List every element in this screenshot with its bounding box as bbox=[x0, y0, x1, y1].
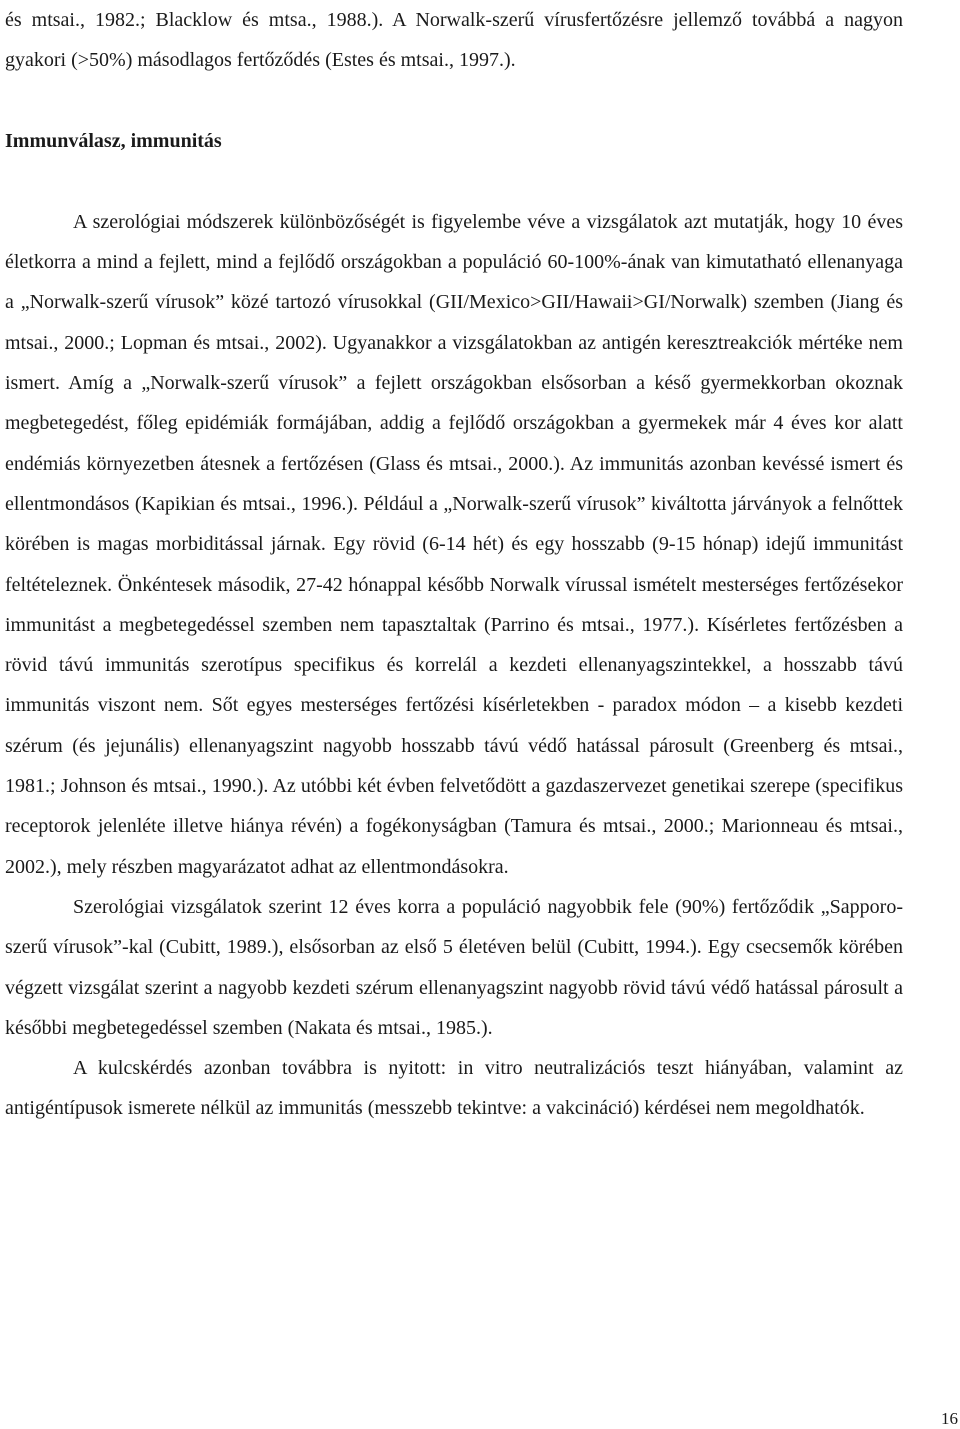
paragraph-1: A szerológiai módszerek különbözőségét is figyelembe véve a vizsgálatok azt mutatják, hogy 10 éves életkorra a mind a fejlett, mind a fejlődő országokban a populáció 60-100%-ának van kimutatható ellenanyaga a „Norwalk-szerű vírusok” közé tartozó vírusokkal (GII/Mexico>GII/Hawaii>GI/Norwalk) szemben (Jiang és mtsai., 2000.; Lopman és mtsai., 2002). Ugyanakkor a vizsgálatokban az antigén keresztreakciók mértéke nem ismert. Amíg a „Norwalk-szerű vírusok” a fejlett országokban elsősorban a késő gyermekkorban okoznak megbetegedést, főleg epidémiák formájában, addig a fejlődő országokban a gyermekek már 4 éves kor alatt endémiás környezetben átesnek a fertőzésen (Glass és mtsai., 2000.). Az immunitás azonban kevéssé ismert és ellentmondásos (Kapikian és mtsai., 1996.). Például a „Norwalk-szerű vírusok” kiváltotta járványok a felnőttek körében is magas morbiditással járnak. Egy rövid (6-14 hét) és egy hosszabb (9-15 hónap) idejű immunitást feltételeznek. Önkéntesek második, 27-42 hónappal később Norwalk vírussal ismételt mesterséges fertőzésekor immunitást a megbetegedéssel szemben nem tapasztaltak (Parrino és mtsai., 1977.). Kísérletes fertőzésben a rövid távú immunitás szerotípus specifikus és korrelál a kezdeti ellenanyagszintekkel, a hosszabb távú immunitás viszont nem. Sőt egyes mesterséges fertőzési kísérletekben - paradox módon – a kisebb kezdeti szérum (és jejunális) ellenanyagszint nagyobb hosszabb távú védő hatással párosult (Greenberg és mtsai., 1981.; Johnson és mtsai., 1990.). Az utóbbi két évben felvetődött a gazdaszervezet genetikai szerepe (specifikus receptorok jelenléte illetve hiánya révén) a fogékonyságban (Tamura és mtsai., 2000.; Marionneau és mtsai., 2002.), mely részben magyarázatot adhat az ellentmondásokra. bbox=[5, 210, 903, 878]
paragraph-3: A kulcskérdés azonban továbbra is nyitott: in vitro neutralizációs teszt hiányában, valamint az antigéntípusok ismerete nélkül az immunitás (messzebb tekintve: a vakcináció) kérdései nem megoldhatók. bbox=[5, 1057, 903, 1120]
intro-paragraph: és mtsai., 1982.; Blacklow és mtsa., 1988.). A Norwalk-szerű vírusfertőzésre jellemző továbbá a nagyon gyakori (>50%) másodlagos fertőződés (Estes és mtsai., 1997.). bbox=[5, 9, 903, 72]
paragraph-2: Szerológiai vizsgálatok szerint 12 éves korra a populáció nagyobbik fele (90%) fertőződik „Sapporo-szerű vírusok”-kal (Cubitt, 1989.), elsősorban az első 5 életéven belül (Cubitt, 1994.). Egy csecsemők körében végzett vizsgálat szerint a nagyobb kezdeti szérum ellenanyagszint nagyobb rövid távú védő hatással párosult a későbbi megbetegedéssel szemben (Nakata és mtsai., 1985.). bbox=[5, 895, 903, 1039]
page-number: 16 bbox=[941, 1409, 958, 1428]
section-heading: Immunválasz, immunitás bbox=[5, 129, 222, 152]
document-page bbox=[5, 0, 903, 1129]
